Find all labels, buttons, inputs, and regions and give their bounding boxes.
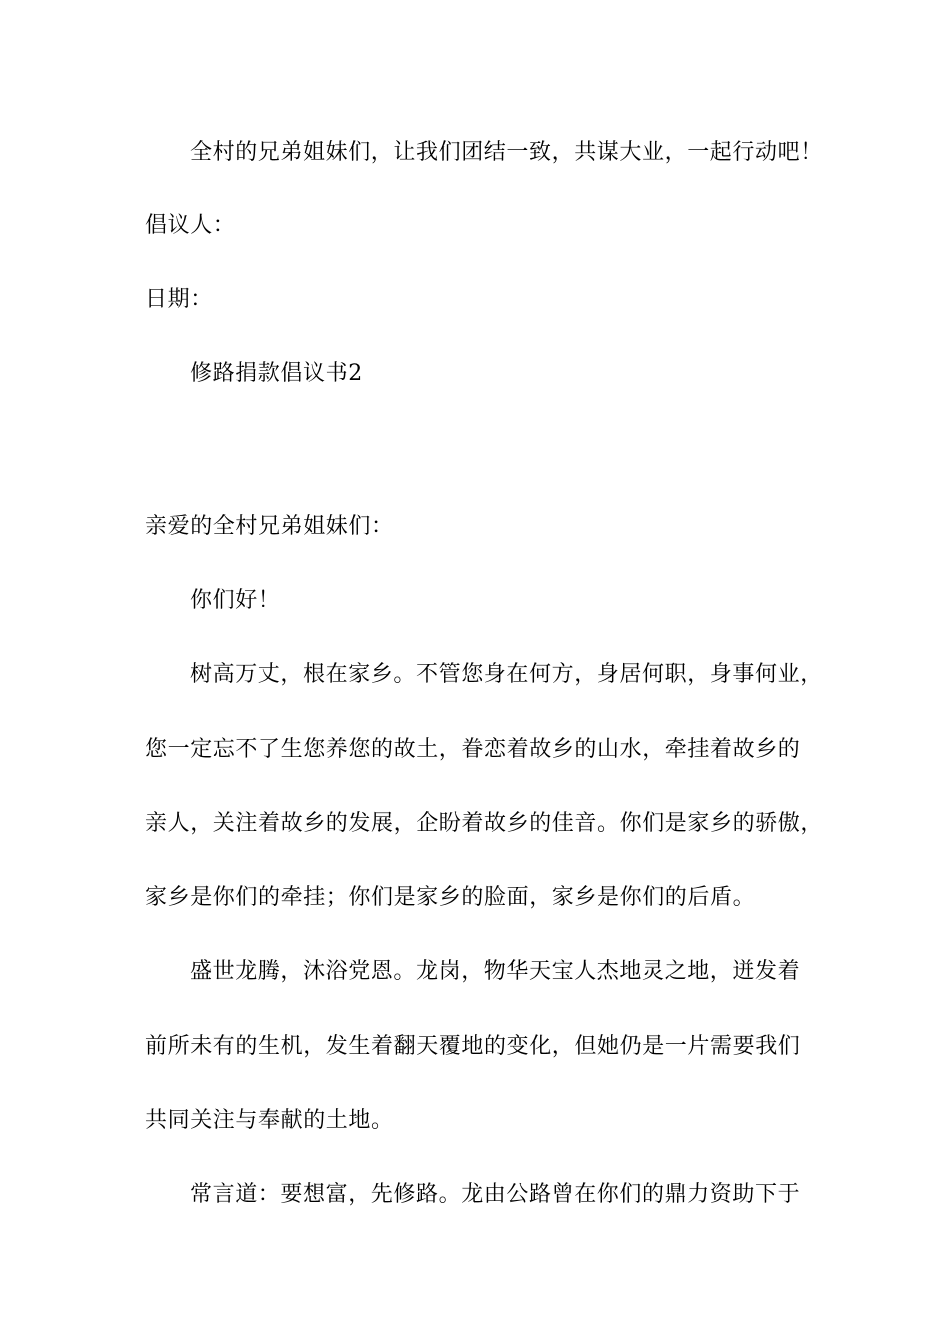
document-heading: 修路捐款倡议书2 xyxy=(190,361,363,386)
salutation: 亲爱的全村兄弟姐妹们： xyxy=(145,514,394,539)
greeting: 你们好！ xyxy=(190,588,281,613)
date-label: 日期： xyxy=(145,287,213,312)
paragraph-1-line-2: 您一定忘不了生您养您的故土，眷恋着故乡的山水，牵挂着故乡的 xyxy=(145,737,801,762)
paragraph-3-line-1: 常言道：要想富，先修路。龙由公路曾在你们的鼎力资助下于 xyxy=(190,1182,801,1207)
paragraph-1-line-4: 家乡是你们的牵挂；你们是家乡的脸面，家乡是你们的后盾。 xyxy=(145,885,756,910)
paragraph-1-line-3: 亲人，关注着故乡的发展，企盼着故乡的佳音。你们是家乡的骄傲， xyxy=(145,811,824,836)
paragraph-1-line-1: 树高万丈，根在家乡。不管您身在何方，身居何职，身事何业， xyxy=(190,662,823,687)
paragraph-2-line-3: 共同关注与奉献的土地。 xyxy=(145,1108,394,1133)
initiator-label: 倡议人： xyxy=(145,213,236,238)
paragraph-2-line-2: 前所未有的生机，发生着翻天覆地的变化，但她仍是一片需要我们 xyxy=(145,1034,801,1059)
paragraph-2-line-1: 盛世龙腾，沐浴党恩。龙岗，物华天宝人杰地灵之地，迸发着 xyxy=(190,959,801,984)
closing-line: 全村的兄弟姐妹们，让我们团结一致，共谋大业，一起行动吧！ xyxy=(190,140,823,165)
